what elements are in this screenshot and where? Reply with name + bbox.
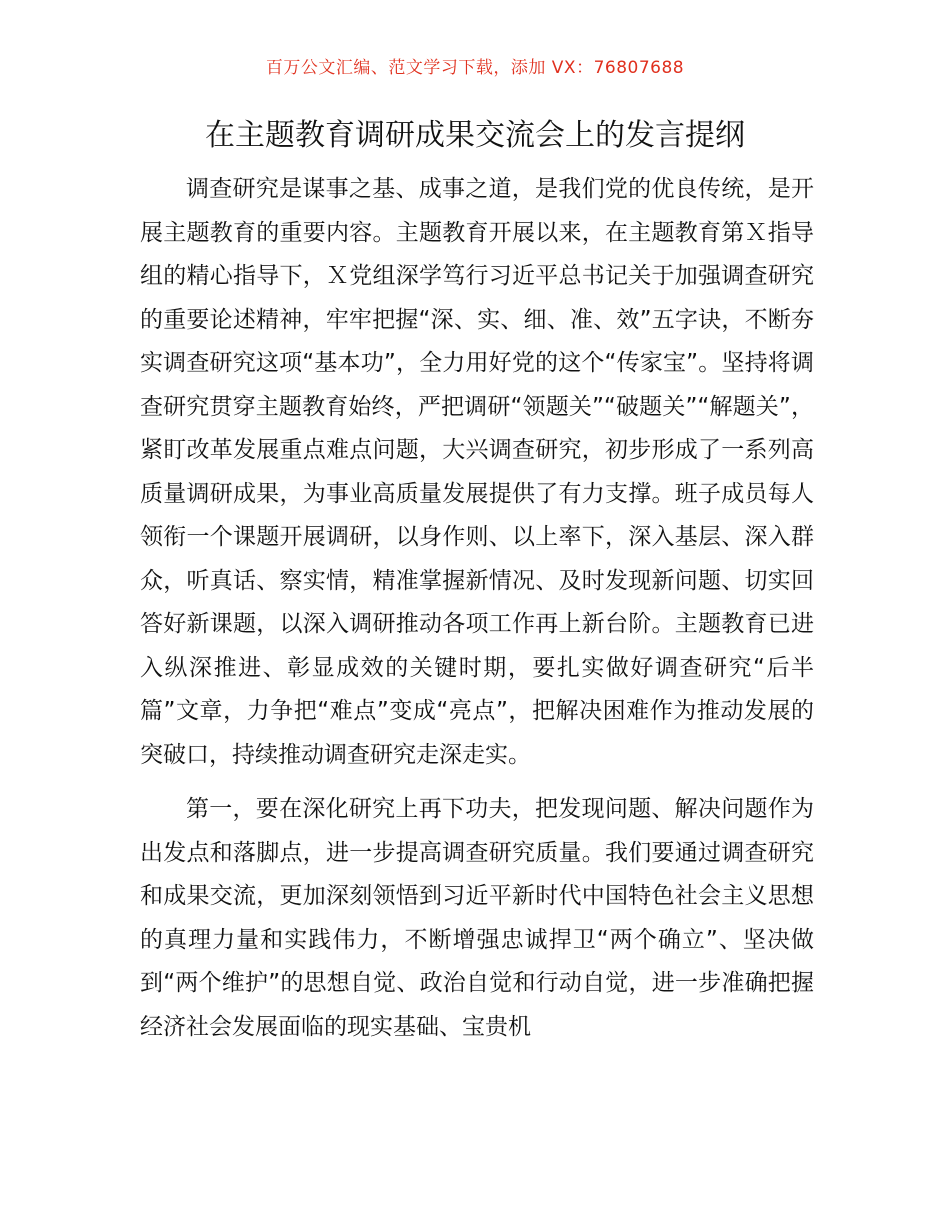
body-paragraph-2: 第一，要在深化研究上再下功夫，把发现问题、解决问题作为出发点和落脚点，进一步提高调查研究质量。我们要通过调查研究和成果交流，更加深刻领悟到习近平新时代中国特色社会主义思想的真理力量和实践伟力，不断增强忠诚捍卫“两个确立”、坚决做到“两个维护”的思想自觉、政治自觉和行动自觉，进一步准确把握经济社会发展面临的现实基础、宝贵机 [140, 796, 814, 1040]
body-paragraph-1: 调查研究是谋事之基、成事之道，是我们党的优良传统，是开展主题教育的重要内容。主题教育开展以来，在主题教育第Ｘ指导组的精心指导下，Ｘ党组深学笃行习近平总书记关于加强调查研究的重要论述精神，牢牢把握“深、实、细、准、效”五字诀，不断夯实调查研究这项“基本功”，全力用好党的这个“传家宝”。坚持将调查研究贯穿主题教育始终，严把调研“领题关”“破题关”“解题关”，紧盯改革发展重点难点问题，大兴调查研究，初步形成了一系列高质量调研成果，为事业高质量发展提供了有力支撑。班子成员每人领衔一个课题开展调研，以身作则、以上率下，深入基层、深入群众，听真话、察实情，精准掌握新情况、及时发现新问题、切实回答好新课题，以深入调研推动各项工作再上新台阶。主题教育已进入纵深推进、彰显成效的关键时期，要扎实做好调查研究“后半篇”文章，力争把“难点”变成“亮点”，把解决困难作为推动发展的突破口，持续推动调查研究走深走实。 [140, 176, 814, 768]
document-body [140, 168, 814, 1049]
document-title: 在主题教育调研成果交流会上的发言提纲 [205, 118, 745, 153]
header-promo-note: 百万公文汇编、范文学习下载，添加 VX：76807688 [265, 58, 685, 78]
